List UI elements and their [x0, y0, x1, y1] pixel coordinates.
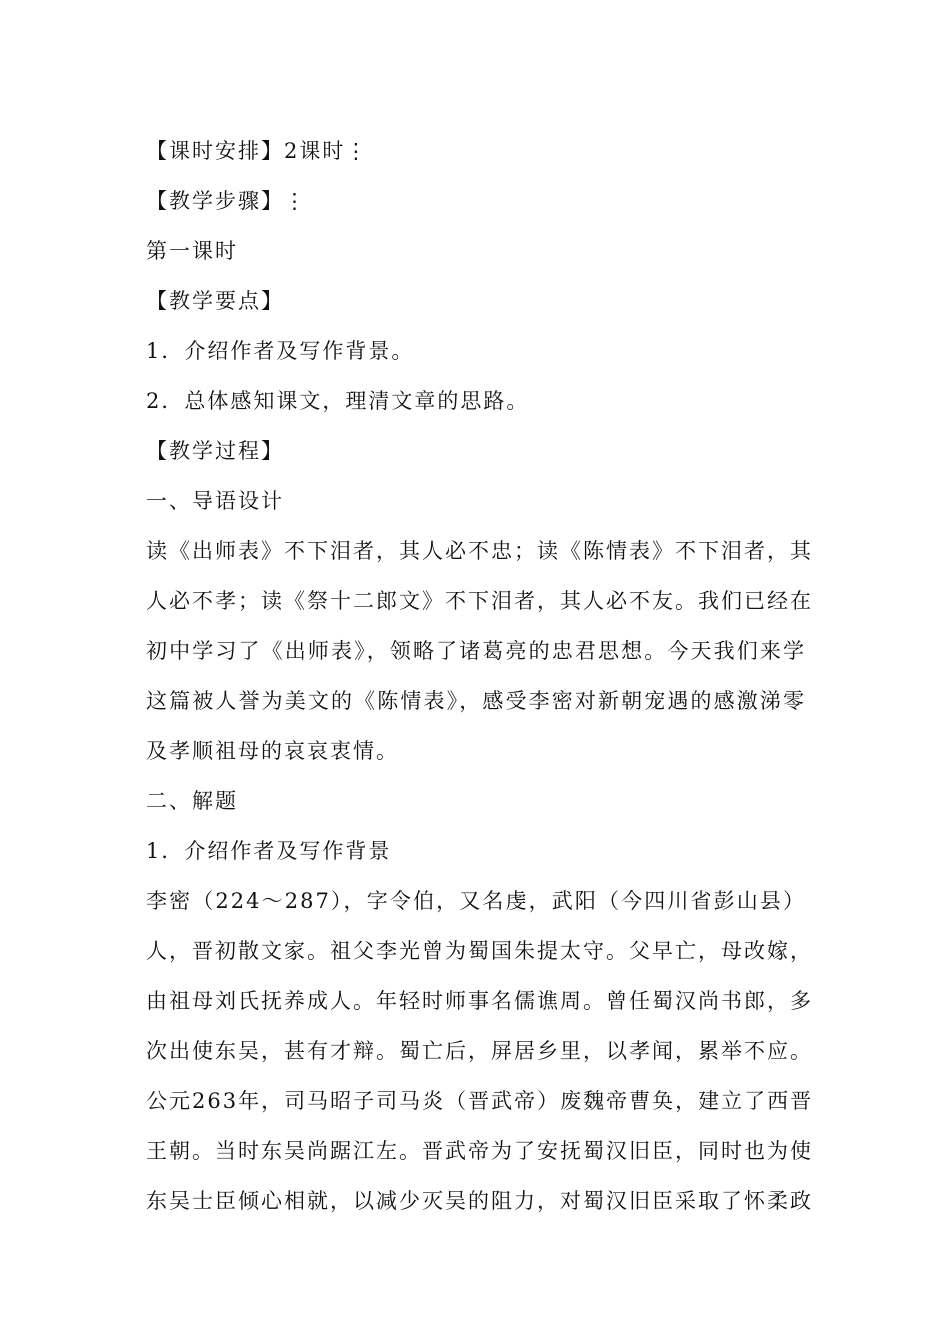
explain-section-heading: 二、解题: [146, 789, 238, 813]
intro-section-heading: 一、导语设计: [146, 489, 284, 513]
paragraph-line: 初中学习了《出师表》，领略了诸葛亮的忠君思想。今天我们来学: [146, 639, 806, 663]
paragraph-line: 及孝顺祖母的哀哀衷情。: [146, 739, 399, 763]
paragraph-line: 读《出师表》不下泪者，其人必不忠；读《陈情表》不下泪者，其: [146, 539, 813, 563]
paragraph-line: 王朝。当时东吴尚踞江左。晋武帝为了安抚蜀汉旧臣，同时也为使: [146, 1139, 813, 1163]
process-heading: 【教学过程】: [146, 439, 284, 463]
paragraph-line: 公元263年，司马昭子司马炎（晋武帝）废魏帝曹奂，建立了西晋: [146, 1089, 814, 1113]
paragraph-line: 人，晋初散文家。祖父李光曾为蜀国朱提太守。父早亡，母改嫁，: [146, 939, 813, 963]
paragraph-line: 由祖母刘氏抚养成人。年轻时师事名儒谯周。曾任蜀汉尚书郎，多: [146, 989, 813, 1013]
paragraph-line: 东吴士臣倾心相就，以减少灭吴的阻力，对蜀汉旧臣采取了怀柔政: [146, 1189, 813, 1213]
author-paragraph: [146, 876, 814, 1226]
paragraph-line: 这篇被人誉为美文的《陈情表》，感受李密对新朝宠遇的感激涕零: [146, 689, 806, 713]
intro-paragraph: [146, 526, 813, 776]
steps-line: 【教学步骤】⋮: [146, 189, 307, 213]
key-points-heading: 【教学要点】: [146, 289, 284, 313]
key-point-item: 1．介绍作者及写作背景。: [146, 339, 415, 363]
schedule-line: 【课时安排】2课时⋮: [146, 139, 369, 163]
paragraph-line: 次出使东吴，甚有才辩。蜀亡后，屏居乡里，以孝闻，累举不应。: [146, 1039, 813, 1063]
author-subheading: 1．介绍作者及写作背景: [146, 839, 392, 863]
first-lesson-heading: 第一课时: [146, 239, 238, 263]
paragraph-line: 人必不孝；读《祭十二郎文》不下泪者，其人必不友。我们已经在: [146, 589, 813, 613]
paragraph-line: 李密（224～287），字令伯，又名虔，武阳（今四川省彭山县）: [146, 889, 806, 913]
key-point-item: 2．总体感知课文，理清文章的思路。: [146, 389, 530, 413]
document-body: [146, 126, 814, 1226]
